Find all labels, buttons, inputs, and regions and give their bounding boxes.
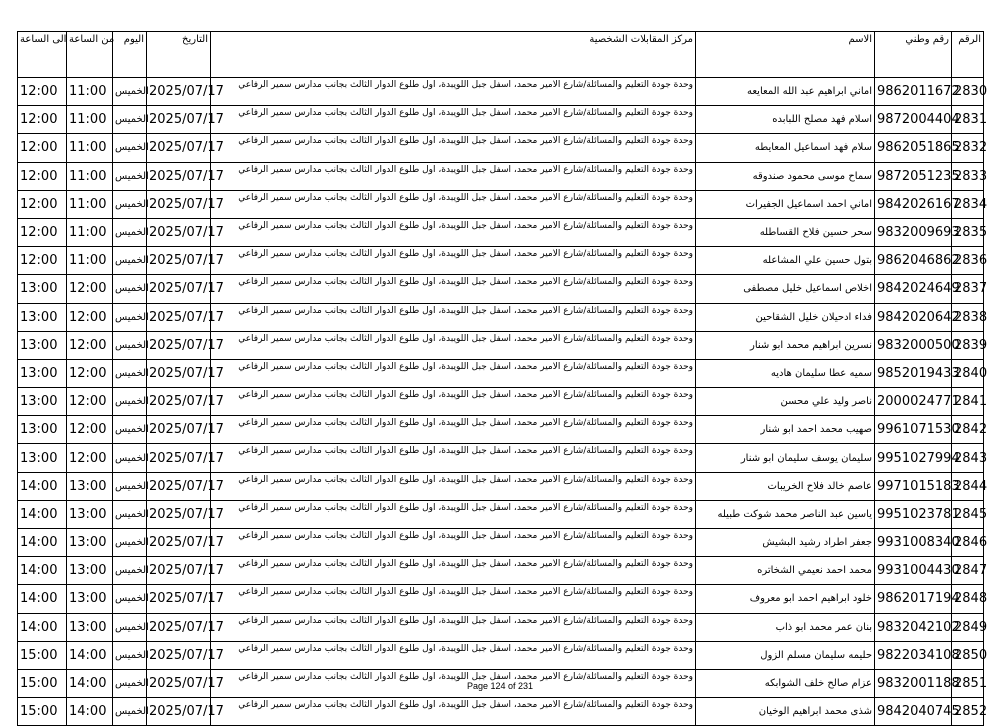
cell-name: اسلام فهد مصلح اللبابده [696, 106, 875, 134]
cell-to-time: 13:00 [18, 359, 67, 387]
cell-center: وحدة جودة التعليم والمسائلة/شارع الامير محمد، اسفل جبل اللويبدة، اول طلوع الدوار الثالث بجانب مدارس سمير الرفاعي [211, 275, 696, 303]
cell-num: 2830 [952, 78, 984, 106]
table-body [18, 78, 988, 726]
cell-national-id: 9862011672 [875, 78, 952, 106]
cell-day: الخميس [113, 218, 147, 246]
table-row [18, 134, 984, 162]
cell-date: 2025/07/17 [147, 444, 211, 472]
cell-day: الخميس [113, 416, 147, 444]
cell-to-time: 15:00 [18, 669, 67, 697]
cell-to-time: 14:00 [18, 529, 67, 557]
cell-to-time: 12:00 [18, 247, 67, 275]
cell-date: 2025/07/17 [147, 359, 211, 387]
cell-name: جعفر اطراد رشيد البشيش [696, 529, 875, 557]
cell-date: 2025/07/17 [147, 613, 211, 641]
cell-from-time: 14:00 [67, 698, 113, 726]
cell-num: 2849 [952, 613, 984, 641]
cell-num: 2831 [952, 106, 984, 134]
table-row [18, 444, 984, 472]
interview-schedule-table [17, 31, 988, 726]
cell-to-time: 13:00 [18, 444, 67, 472]
cell-day: الخميس [113, 472, 147, 500]
cell-from-time: 12:00 [67, 275, 113, 303]
cell-name: سحر حسين فلاح القساطله [696, 218, 875, 246]
cell-center: وحدة جودة التعليم والمسائلة/شارع الامير محمد، اسفل جبل اللويبدة، اول طلوع الدوار الثالث بجانب مدارس سمير الرفاعي [211, 529, 696, 557]
cell-national-id: 9862017194 [875, 585, 952, 613]
cell-from-time: 13:00 [67, 613, 113, 641]
cell-national-id: 9832009693 [875, 218, 952, 246]
cell-to-time: 13:00 [18, 416, 67, 444]
table-row [18, 78, 984, 106]
cell-date: 2025/07/17 [147, 641, 211, 669]
cell-name: بتول حسين علي المشاعله [696, 247, 875, 275]
cell-day: الخميس [113, 613, 147, 641]
cell-name: سماح موسى محمود صندوقه [696, 162, 875, 190]
cell-from-time: 11:00 [67, 106, 113, 134]
cell-to-time: 15:00 [18, 641, 67, 669]
cell-to-time: 12:00 [18, 134, 67, 162]
cell-name: فداء ادحيلان خليل الشقاحين [696, 303, 875, 331]
table-row [18, 500, 984, 528]
cell-num: 2851 [952, 669, 984, 697]
cell-from-time: 14:00 [67, 641, 113, 669]
cell-num: 2852 [952, 698, 984, 726]
cell-national-id: 9852019433 [875, 359, 952, 387]
cell-num: 2839 [952, 331, 984, 359]
table-row [18, 416, 984, 444]
table-row [18, 275, 984, 303]
schedule-sheet [17, 31, 988, 726]
cell-name: عاصم خالد فلاح الخريبات [696, 472, 875, 500]
cell-day: الخميس [113, 529, 147, 557]
table-row [18, 190, 984, 218]
header-num: الرقم [952, 32, 984, 78]
cell-date: 2025/07/17 [147, 190, 211, 218]
cell-date: 2025/07/17 [147, 303, 211, 331]
cell-center: وحدة جودة التعليم والمسائلة/شارع الامير محمد، اسفل جبل اللويبدة، اول طلوع الدوار الثالث بجانب مدارس سمير الرفاعي [211, 585, 696, 613]
cell-from-time: 11:00 [67, 190, 113, 218]
cell-date: 2025/07/17 [147, 585, 211, 613]
cell-center: وحدة جودة التعليم والمسائلة/شارع الامير محمد، اسفل جبل اللويبدة، اول طلوع الدوار الثالث بجانب مدارس سمير الرفاعي [211, 359, 696, 387]
cell-day: الخميس [113, 106, 147, 134]
cell-from-time: 14:00 [67, 669, 113, 697]
cell-national-id: 9832000500 [875, 331, 952, 359]
table-row [18, 388, 984, 416]
cell-national-id: 9961071530 [875, 416, 952, 444]
cell-date: 2025/07/17 [147, 162, 211, 190]
cell-date: 2025/07/17 [147, 275, 211, 303]
table-header-row [18, 32, 984, 78]
cell-to-time: 14:00 [18, 472, 67, 500]
cell-date: 2025/07/17 [147, 416, 211, 444]
cell-num: 2835 [952, 218, 984, 246]
cell-name: نسرين ابراهيم محمد ابو شنار [696, 331, 875, 359]
cell-from-time: 12:00 [67, 331, 113, 359]
cell-from-time: 11:00 [67, 134, 113, 162]
cell-to-time: 14:00 [18, 613, 67, 641]
cell-name: صهيب محمد احمد ابو شنار [696, 416, 875, 444]
cell-num: 2850 [952, 641, 984, 669]
cell-num: 2836 [952, 247, 984, 275]
cell-from-time: 11:00 [67, 218, 113, 246]
cell-to-time: 15:00 [18, 698, 67, 726]
cell-name: حليمه سليمان مسلم الزول [696, 641, 875, 669]
header-from-time: من الساعة [67, 32, 113, 78]
cell-day: الخميس [113, 275, 147, 303]
cell-day: الخميس [113, 698, 147, 726]
cell-date: 2025/07/17 [147, 218, 211, 246]
table-row [18, 162, 984, 190]
cell-num: 2834 [952, 190, 984, 218]
cell-center: وحدة جودة التعليم والمسائلة/شارع الامير محمد، اسفل جبل اللويبدة، اول طلوع الدوار الثالث بجانب مدارس سمير الرفاعي [211, 500, 696, 528]
cell-to-time: 14:00 [18, 585, 67, 613]
cell-day: الخميس [113, 331, 147, 359]
cell-to-time: 13:00 [18, 303, 67, 331]
cell-national-id: 9842020642 [875, 303, 952, 331]
cell-national-id: 9842024649 [875, 275, 952, 303]
table-row [18, 529, 984, 557]
cell-name: عزام صالح خلف الشوابكه [696, 669, 875, 697]
header-to-time: الى الساعة [18, 32, 67, 78]
cell-from-time: 12:00 [67, 359, 113, 387]
table-row [18, 698, 984, 726]
cell-national-id: 9832001188 [875, 669, 952, 697]
cell-num: 2844 [952, 472, 984, 500]
cell-date: 2025/07/17 [147, 134, 211, 162]
cell-name: اماني احمد اسماعيل الجفيرات [696, 190, 875, 218]
cell-name: سميه عطا سليمان هاديه [696, 359, 875, 387]
cell-name: اخلاص اسماعيل خليل مصطفى [696, 275, 875, 303]
cell-name: بنان عمر محمد ابو ذاب [696, 613, 875, 641]
cell-name: محمد احمد نعيمي الشخاتره [696, 557, 875, 585]
cell-day: الخميس [113, 641, 147, 669]
cell-to-time: 12:00 [18, 78, 67, 106]
cell-national-id: 9931008340 [875, 529, 952, 557]
cell-from-time: 13:00 [67, 529, 113, 557]
page-footer: Page 124 of 231 [466, 681, 534, 691]
cell-national-id: 9872004404 [875, 106, 952, 134]
cell-center: وحدة جودة التعليم والمسائلة/شارع الامير محمد، اسفل جبل اللويبدة، اول طلوع الدوار الثالث بجانب مدارس سمير الرفاعي [211, 134, 696, 162]
cell-date: 2025/07/17 [147, 331, 211, 359]
cell-national-id: 9822034108 [875, 641, 952, 669]
cell-num: 2840 [952, 359, 984, 387]
cell-num: 2837 [952, 275, 984, 303]
cell-national-id: 9862046862 [875, 247, 952, 275]
cell-num: 2843 [952, 444, 984, 472]
cell-from-time: 13:00 [67, 585, 113, 613]
cell-from-time: 12:00 [67, 444, 113, 472]
cell-national-id: 9842040745 [875, 698, 952, 726]
cell-num: 2838 [952, 303, 984, 331]
cell-from-time: 11:00 [67, 162, 113, 190]
cell-from-time: 13:00 [67, 500, 113, 528]
cell-date: 2025/07/17 [147, 698, 211, 726]
cell-date: 2025/07/17 [147, 78, 211, 106]
cell-from-time: 13:00 [67, 472, 113, 500]
table-row [18, 247, 984, 275]
cell-name: سليمان يوسف سليمان ابو شنار [696, 444, 875, 472]
cell-day: الخميس [113, 669, 147, 697]
cell-name: ناصر وليد علي محسن [696, 388, 875, 416]
cell-date: 2025/07/17 [147, 529, 211, 557]
table-row [18, 106, 984, 134]
cell-center: وحدة جودة التعليم والمسائلة/شارع الامير محمد، اسفل جبل اللويبدة، اول طلوع الدوار الثالث بجانب مدارس سمير الرفاعي [211, 331, 696, 359]
cell-to-time: 12:00 [18, 218, 67, 246]
cell-national-id: 9931004430 [875, 557, 952, 585]
cell-center: وحدة جودة التعليم والمسائلة/شارع الامير محمد، اسفل جبل اللويبدة، اول طلوع الدوار الثالث بجانب مدارس سمير الرفاعي [211, 247, 696, 275]
cell-center: وحدة جودة التعليم والمسائلة/شارع الامير محمد، اسفل جبل اللويبدة، اول طلوع الدوار الثالث بجانب مدارس سمير الرفاعي [211, 641, 696, 669]
cell-name: اماني ابراهيم عبد الله المعايعه [696, 78, 875, 106]
cell-to-time: 13:00 [18, 388, 67, 416]
cell-to-time: 14:00 [18, 557, 67, 585]
cell-name: شذى محمد ابراهيم الوخيان [696, 698, 875, 726]
header-day: اليوم [113, 32, 147, 78]
cell-center: وحدة جودة التعليم والمسائلة/شارع الامير محمد، اسفل جبل اللويبدة، اول طلوع الدوار الثالث بجانب مدارس سمير الرفاعي [211, 557, 696, 585]
cell-num: 2846 [952, 529, 984, 557]
cell-date: 2025/07/17 [147, 388, 211, 416]
cell-to-time: 12:00 [18, 190, 67, 218]
cell-national-id: 9951023781 [875, 500, 952, 528]
table-row [18, 303, 984, 331]
cell-num: 2845 [952, 500, 984, 528]
cell-from-time: 11:00 [67, 247, 113, 275]
cell-day: الخميس [113, 359, 147, 387]
cell-date: 2025/07/17 [147, 500, 211, 528]
table-row [18, 331, 984, 359]
cell-national-id: 9842026167 [875, 190, 952, 218]
table-row [18, 359, 984, 387]
cell-to-time: 13:00 [18, 275, 67, 303]
cell-center: وحدة جودة التعليم والمسائلة/شارع الامير محمد، اسفل جبل اللويبدة، اول طلوع الدوار الثالث بجانب مدارس سمير الرفاعي [211, 444, 696, 472]
cell-date: 2025/07/17 [147, 106, 211, 134]
cell-center: وحدة جودة التعليم والمسائلة/شارع الامير محمد، اسفل جبل اللويبدة، اول طلوع الدوار الثالث بجانب مدارس سمير الرفاعي [211, 669, 696, 697]
cell-day: الخميس [113, 134, 147, 162]
cell-to-time: 13:00 [18, 331, 67, 359]
cell-date: 2025/07/17 [147, 247, 211, 275]
cell-from-time: 13:00 [67, 557, 113, 585]
table-row [18, 218, 984, 246]
cell-day: الخميس [113, 388, 147, 416]
cell-num: 2847 [952, 557, 984, 585]
cell-day: الخميس [113, 585, 147, 613]
cell-date: 2025/07/17 [147, 472, 211, 500]
cell-name: خلود ابراهيم احمد ابو معروف [696, 585, 875, 613]
cell-day: الخميس [113, 500, 147, 528]
cell-num: 2841 [952, 388, 984, 416]
cell-center: وحدة جودة التعليم والمسائلة/شارع الامير محمد، اسفل جبل اللويبدة، اول طلوع الدوار الثالث بجانب مدارس سمير الرفاعي [211, 472, 696, 500]
cell-from-time: 12:00 [67, 303, 113, 331]
table-row [18, 557, 984, 585]
cell-national-id: 9971015183 [875, 472, 952, 500]
cell-from-time: 12:00 [67, 416, 113, 444]
cell-center: وحدة جودة التعليم والمسائلة/شارع الامير محمد، اسفل جبل اللويبدة، اول طلوع الدوار الثالث بجانب مدارس سمير الرفاعي [211, 162, 696, 190]
cell-name: سلام فهد اسماعيل المعايطه [696, 134, 875, 162]
cell-center: وحدة جودة التعليم والمسائلة/شارع الامير محمد، اسفل جبل اللويبدة، اول طلوع الدوار الثالث بجانب مدارس سمير الرفاعي [211, 698, 696, 726]
cell-center: وحدة جودة التعليم والمسائلة/شارع الامير محمد، اسفل جبل اللويبدة، اول طلوع الدوار الثالث بجانب مدارس سمير الرفاعي [211, 78, 696, 106]
cell-national-id: 9872051235 [875, 162, 952, 190]
cell-day: الخميس [113, 162, 147, 190]
cell-day: الخميس [113, 444, 147, 472]
cell-day: الخميس [113, 557, 147, 585]
cell-center: وحدة جودة التعليم والمسائلة/شارع الامير محمد، اسفل جبل اللويبدة، اول طلوع الدوار الثالث بجانب مدارس سمير الرفاعي [211, 218, 696, 246]
table-row [18, 472, 984, 500]
header-national-id: رقم وطني [875, 32, 952, 78]
table-row [18, 641, 984, 669]
cell-center: وحدة جودة التعليم والمسائلة/شارع الامير محمد، اسفل جبل اللويبدة، اول طلوع الدوار الثالث بجانب مدارس سمير الرفاعي [211, 106, 696, 134]
cell-national-id: 9832042102 [875, 613, 952, 641]
cell-national-id: 9862051865 [875, 134, 952, 162]
cell-national-id: 2000024771 [875, 388, 952, 416]
cell-num: 2842 [952, 416, 984, 444]
cell-day: الخميس [113, 303, 147, 331]
cell-center: وحدة جودة التعليم والمسائلة/شارع الامير محمد، اسفل جبل اللويبدة، اول طلوع الدوار الثالث بجانب مدارس سمير الرفاعي [211, 613, 696, 641]
cell-day: الخميس [113, 247, 147, 275]
cell-center: وحدة جودة التعليم والمسائلة/شارع الامير محمد، اسفل جبل اللويبدة، اول طلوع الدوار الثالث بجانب مدارس سمير الرفاعي [211, 388, 696, 416]
cell-center: وحدة جودة التعليم والمسائلة/شارع الامير محمد، اسفل جبل اللويبدة، اول طلوع الدوار الثالث بجانب مدارس سمير الرفاعي [211, 416, 696, 444]
cell-day: الخميس [113, 190, 147, 218]
table-row [18, 585, 984, 613]
cell-date: 2025/07/17 [147, 557, 211, 585]
cell-center: وحدة جودة التعليم والمسائلة/شارع الامير محمد، اسفل جبل اللويبدة، اول طلوع الدوار الثالث بجانب مدارس سمير الرفاعي [211, 190, 696, 218]
cell-date: 2025/07/17 [147, 669, 211, 697]
header-date: التاريخ [147, 32, 211, 78]
header-name: الاسم [696, 32, 875, 78]
cell-name: ياسين عبد الناصر محمد شوكت طبيله [696, 500, 875, 528]
cell-num: 2833 [952, 162, 984, 190]
cell-from-time: 12:00 [67, 388, 113, 416]
cell-num: 2848 [952, 585, 984, 613]
header-center: مركز المقابلات الشخصية [211, 32, 696, 78]
cell-national-id: 9951027994 [875, 444, 952, 472]
cell-to-time: 12:00 [18, 106, 67, 134]
cell-day: الخميس [113, 78, 147, 106]
table-row [18, 613, 984, 641]
cell-center: وحدة جودة التعليم والمسائلة/شارع الامير محمد، اسفل جبل اللويبدة، اول طلوع الدوار الثالث بجانب مدارس سمير الرفاعي [211, 303, 696, 331]
cell-to-time: 14:00 [18, 500, 67, 528]
cell-to-time: 12:00 [18, 162, 67, 190]
cell-from-time: 11:00 [67, 78, 113, 106]
cell-num: 2832 [952, 134, 984, 162]
